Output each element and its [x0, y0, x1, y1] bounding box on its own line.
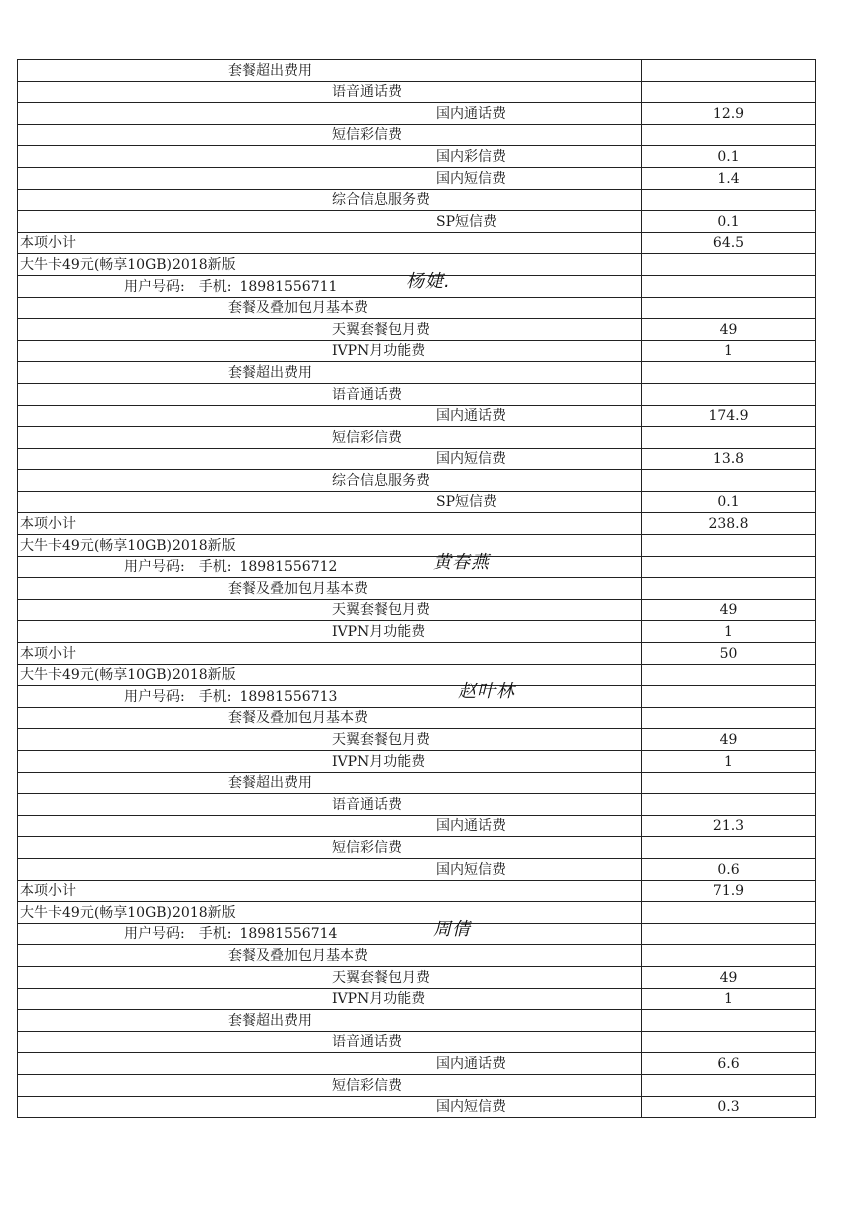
table-row: [18, 772, 816, 794]
row-label-cell: [18, 232, 642, 254]
row-amount: [642, 664, 816, 686]
row-label-cell: [18, 837, 642, 859]
table-row: [18, 60, 816, 82]
row-label-cell: [18, 966, 642, 988]
row-label-cell: [18, 491, 642, 513]
phone-number: 18981556712: [239, 559, 338, 576]
row-amount: [642, 383, 816, 405]
table-row: [18, 751, 816, 773]
row-label: 套餐及叠加包月基本费: [228, 710, 368, 727]
table-row: [18, 383, 816, 405]
row-label-cell: [18, 383, 642, 405]
row-label: 天翼套餐包月费: [332, 602, 430, 619]
row-label-cell: [18, 103, 642, 125]
table-row: [18, 319, 816, 341]
row-label-cell: [18, 297, 642, 319]
row-amount: 21.3: [642, 815, 816, 837]
row-label-cell: [18, 1074, 642, 1096]
table-row: [18, 1074, 816, 1096]
table-row: [18, 837, 816, 859]
phone-label: 手机:: [198, 926, 232, 943]
row-label: 语音通话费: [332, 84, 402, 101]
table-row: [18, 923, 816, 945]
row-label-cell: [18, 167, 642, 189]
table-row: [18, 556, 816, 578]
row-amount: 1.4: [642, 167, 816, 189]
row-label-cell: [18, 902, 642, 924]
table-row: [18, 966, 816, 988]
handwritten-signature: 赵叶林: [458, 681, 515, 703]
row-label: 大牛卡49元(畅享10GB)2018新版: [20, 256, 236, 273]
row-amount: [642, 362, 816, 384]
row-amount: 1: [642, 988, 816, 1010]
handwritten-signature: 周倩: [433, 918, 471, 940]
row-amount: 0.1: [642, 146, 816, 168]
row-label: 大牛卡49元(畅享10GB)2018新版: [20, 667, 236, 684]
row-amount: 0.1: [642, 211, 816, 233]
row-amount: [642, 1010, 816, 1032]
row-amount: [642, 837, 816, 859]
row-amount: [642, 470, 816, 492]
row-amount: [642, 923, 816, 945]
row-amount: [642, 254, 816, 276]
row-label: IVPN月功能费: [332, 343, 426, 360]
row-amount: 1: [642, 340, 816, 362]
row-label: 语音通话费: [332, 1034, 402, 1051]
table-row: [18, 470, 816, 492]
row-label-cell: [18, 189, 642, 211]
row-amount: [642, 707, 816, 729]
row-label: IVPN月功能费: [332, 624, 426, 641]
row-label: 大牛卡49元(畅享10GB)2018新版: [20, 537, 236, 554]
row-amount: 1: [642, 751, 816, 773]
row-amount: [642, 945, 816, 967]
bill-table: [17, 59, 816, 1118]
row-label-cell: [18, 578, 642, 600]
row-label-cell: [18, 362, 642, 384]
row-label-cell: [18, 794, 642, 816]
row-label-cell: [18, 664, 642, 686]
row-label: 套餐超出费用: [228, 364, 312, 381]
row-label: 本项小计: [20, 235, 76, 252]
row-amount: [642, 1031, 816, 1053]
table-row: [18, 211, 816, 233]
row-label: 短信彩信费: [332, 1077, 402, 1094]
row-amount: 49: [642, 729, 816, 751]
row-label: 套餐超出费用: [228, 1012, 312, 1029]
row-label: 国内短信费: [436, 861, 506, 878]
row-label-cell: [18, 60, 642, 82]
row-label-cell: [18, 988, 642, 1010]
handwritten-signature: 黄春燕: [433, 551, 490, 573]
row-amount: [642, 686, 816, 708]
row-amount: 0.1: [642, 491, 816, 513]
phone-number: 18981556711: [239, 278, 338, 295]
phone-label: 手机:: [198, 688, 232, 705]
row-label-cell: [18, 535, 642, 557]
table-row: [18, 362, 816, 384]
row-label-cell: [18, 551, 642, 578]
row-label: 用户号码:: [124, 278, 185, 295]
row-label-cell: [18, 918, 642, 945]
row-label: 短信彩信费: [332, 839, 402, 856]
row-label: 用户号码:: [124, 688, 185, 705]
row-label: 国内短信费: [436, 1099, 506, 1116]
table-row: [18, 103, 816, 125]
table-row: [18, 1010, 816, 1032]
row-label: 天翼套餐包月费: [332, 732, 430, 748]
row-amount: [642, 81, 816, 103]
row-label-cell: [18, 880, 642, 902]
phone-label: 手机:: [198, 559, 232, 576]
row-label: 国内通话费: [436, 818, 506, 835]
row-label: 国内通话费: [436, 105, 506, 122]
row-amount: 49: [642, 966, 816, 988]
row-amount: [642, 60, 816, 82]
table-row: [18, 729, 816, 751]
table-row: [18, 902, 816, 924]
row-label-cell: [18, 146, 642, 168]
row-label: 国内短信费: [436, 170, 506, 187]
row-label: 套餐超出费用: [228, 775, 312, 792]
row-label-cell: [18, 340, 642, 362]
table-row: [18, 621, 816, 643]
row-label: 国内短信费: [436, 451, 506, 468]
row-label: 综合信息服务费: [332, 472, 430, 489]
table-row: [18, 448, 816, 470]
table-row: [18, 599, 816, 621]
row-amount: [642, 124, 816, 146]
row-amount: [642, 772, 816, 794]
row-label-cell: [18, 405, 642, 427]
table-row: [18, 167, 816, 189]
row-amount: 49: [642, 599, 816, 621]
table-row: [18, 815, 816, 837]
row-label: 用户号码:: [124, 559, 185, 576]
row-label-cell: [18, 681, 642, 708]
bill-table-body: [18, 60, 816, 1118]
row-label-cell: [18, 751, 642, 773]
table-row: [18, 275, 816, 297]
row-label: 语音通话费: [332, 796, 402, 813]
row-amount: 0.3: [642, 1096, 816, 1118]
table-row: [18, 535, 816, 557]
table-row: [18, 880, 816, 902]
row-label-cell: [18, 1031, 642, 1053]
table-row: [18, 189, 816, 211]
row-amount: [642, 794, 816, 816]
row-label-cell: [18, 729, 642, 751]
table-row: [18, 81, 816, 103]
row-label: 套餐超出费用: [228, 62, 312, 79]
table-row: [18, 513, 816, 535]
row-label-cell: [18, 211, 642, 233]
row-label: 短信彩信费: [332, 429, 402, 446]
table-row: [18, 1053, 816, 1075]
handwritten-signature: 杨婕.: [406, 270, 451, 292]
row-amount: [642, 902, 816, 924]
row-label: 国内通话费: [436, 1055, 506, 1072]
table-row: [18, 491, 816, 513]
row-label-cell: [18, 858, 642, 880]
row-label-cell: [18, 945, 642, 967]
table-row: [18, 1031, 816, 1053]
table-row: [18, 707, 816, 729]
row-label-cell: [18, 81, 642, 103]
table-row: [18, 664, 816, 686]
row-amount: [642, 297, 816, 319]
row-amount: [642, 556, 816, 578]
table-row: [18, 427, 816, 449]
row-label: 用户号码:: [124, 926, 185, 943]
table-row: [18, 232, 816, 254]
row-label: IVPN月功能费: [332, 753, 426, 770]
row-amount: 64.5: [642, 232, 816, 254]
row-amount: [642, 427, 816, 449]
row-label-cell: [18, 815, 642, 837]
table-row: [18, 945, 816, 967]
row-label: 本项小计: [20, 516, 76, 533]
table-row: [18, 297, 816, 319]
row-label-cell: [18, 1096, 642, 1118]
row-label-cell: [18, 319, 642, 341]
row-label-cell: [18, 254, 642, 276]
row-amount: [642, 275, 816, 297]
row-amount: 238.8: [642, 513, 816, 535]
table-row: [18, 146, 816, 168]
row-label-cell: [18, 448, 642, 470]
table-row: [18, 1096, 816, 1118]
row-label: 大牛卡49元(畅享10GB)2018新版: [20, 904, 236, 921]
table-row: [18, 988, 816, 1010]
row-amount: 174.9: [642, 405, 816, 427]
row-amount: 13.8: [642, 448, 816, 470]
row-label: SP短信费: [436, 494, 498, 511]
row-label-cell: [18, 772, 642, 794]
bill-sheet: [17, 59, 815, 1118]
phone-label: 手机:: [198, 278, 232, 295]
table-row: [18, 794, 816, 816]
row-amount: [642, 578, 816, 600]
table-row: [18, 405, 816, 427]
row-label: 天翼套餐包月费: [332, 321, 430, 338]
table-row: [18, 340, 816, 362]
table-row: [18, 643, 816, 665]
phone-number: 18981556713: [239, 688, 338, 705]
phone-number: 18981556714: [239, 926, 338, 943]
row-label: 天翼套餐包月费: [332, 969, 430, 986]
row-amount: [642, 535, 816, 557]
row-label: 国内通话费: [436, 408, 506, 425]
row-label-cell: [18, 1053, 642, 1075]
row-label: SP短信费: [436, 213, 498, 230]
row-label-cell: [18, 124, 642, 146]
row-label: 语音通话费: [332, 386, 402, 403]
row-amount: 1: [642, 621, 816, 643]
row-label-cell: [18, 470, 642, 492]
row-label: 国内彩信费: [436, 148, 506, 165]
row-label-cell: [18, 427, 642, 449]
row-label-cell: [18, 1010, 642, 1032]
row-amount: 12.9: [642, 103, 816, 125]
row-label-cell: [18, 513, 642, 535]
row-label-cell: [18, 643, 642, 665]
row-label: 本项小计: [20, 645, 76, 662]
row-amount: 50: [642, 643, 816, 665]
row-label: 综合信息服务费: [332, 192, 430, 209]
row-amount: 6.6: [642, 1053, 816, 1075]
row-amount: [642, 189, 816, 211]
row-label-cell: [18, 621, 642, 643]
row-label: 本项小计: [20, 883, 76, 900]
table-row: [18, 578, 816, 600]
row-label-cell: [18, 707, 642, 729]
row-label: 套餐及叠加包月基本费: [228, 580, 368, 597]
row-amount: 71.9: [642, 880, 816, 902]
row-label-cell: [18, 599, 642, 621]
row-amount: 0.6: [642, 858, 816, 880]
row-label-cell: [18, 270, 642, 297]
row-label: IVPN月功能费: [332, 991, 426, 1008]
table-row: [18, 686, 816, 708]
table-row: [18, 858, 816, 880]
row-amount: 49: [642, 319, 816, 341]
table-row: [18, 124, 816, 146]
row-label: 套餐及叠加包月基本费: [228, 947, 368, 964]
row-label: 套餐及叠加包月基本费: [228, 300, 368, 317]
row-amount: [642, 1074, 816, 1096]
row-label: 短信彩信费: [332, 127, 402, 144]
